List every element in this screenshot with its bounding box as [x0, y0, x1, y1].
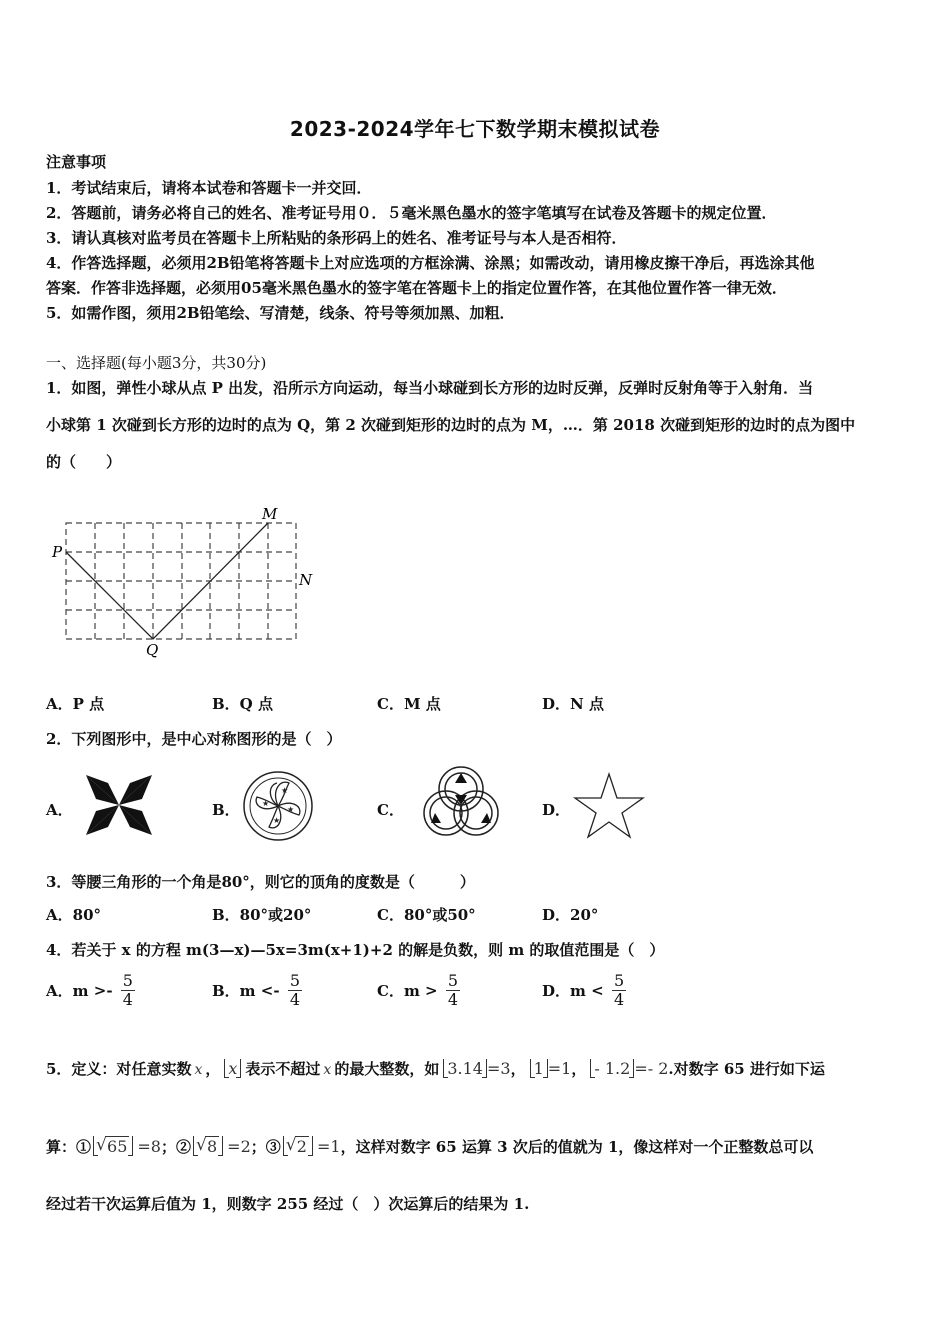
q5-line1: 5．定义：对任意实数 x ， x 表示不超过 x 的最大整数，如 3.14 =3， 1 =1， - 1.2 =- 2.对数字 65 进行如下运: [46, 1059, 825, 1078]
q4-b-op: <-: [260, 981, 280, 1000]
q5-line3: 经过若干次运算后值为 1，则数字 255 经过（ ）次运算后的结果为 1.: [46, 1195, 530, 1213]
q4-option-a[interactable]: [46, 972, 135, 1009]
notice-item: 3．请认真核对监考员在答题卡上所粘贴的条形码上的姓名、准考证号与本人是否相符．: [46, 229, 627, 247]
q2-option-b[interactable]: B．: [212, 801, 240, 819]
bauhinia-emblem: [241, 769, 315, 843]
floor-sqrt-8: √ 8: [193, 1136, 223, 1156]
q3-option-b[interactable]: B．80°或20°: [212, 906, 312, 924]
label-p: P: [52, 543, 63, 561]
notice-item: 4．作答选择题，必须用2B铅笔将答题卡上对应选项的方框涂满、涂黑；如需改动，请用橡皮擦干净后，再选涂其他: [46, 254, 815, 272]
q3-option-d[interactable]: D．20°: [542, 906, 599, 924]
q1-option-d[interactable]: D．N 点: [542, 695, 604, 713]
notice-item: 5．如需作图，须用2B铅笔绘、写清楚，线条、符号等须加黑、加粗．: [46, 304, 515, 322]
star-shape: [572, 771, 646, 839]
floor-sqrt-2: √ 2: [283, 1136, 313, 1156]
q4-c-op: >: [425, 981, 438, 1000]
label-n: N: [299, 571, 313, 589]
notice-item: 2．答题前，请务必将自己的姓名、准考证号用０．５毫米黑色墨水的签字笔填写在试卷及答题卡的规定位置．: [46, 204, 777, 222]
q1-stem-line3: 的（ ）: [46, 453, 122, 471]
q1-option-b[interactable]: B．Q 点: [212, 695, 273, 713]
q4-d-label: D．m: [542, 982, 586, 1000]
section-heading: 一、选择题(每小题3分，共30分): [46, 354, 267, 372]
notice-item: 1．考试结束后，请将本试卷和答题卡一并交回．: [46, 179, 372, 197]
q2-option-a[interactable]: A．: [46, 801, 73, 819]
q3-stem: 3．等腰三角形的一个角是80°，则它的顶角的度数是（ ）: [46, 873, 475, 891]
q4-a-fraction: $\frac{5}{4}$: [122, 971, 133, 1009]
q2-option-c[interactable]: C．: [377, 801, 404, 819]
q1-stem-line1: 1．如图，弹性小球从点 P 出发，沿所示方向运动，每当小球碰到长方形的边时反弹，反弹时反射角等于入射角．当: [46, 379, 814, 397]
svg-text:★: ★: [262, 799, 270, 808]
q4-option-b[interactable]: [212, 972, 302, 1009]
page-title: 2023-2024学年七下数学期末模拟试卷: [289, 117, 661, 141]
q4-option-d[interactable]: [542, 972, 626, 1009]
q5-line2: 算：①√ 65 =8；②√ 8 =2；③√ 2 =1，这样对数字 65 运算 3 次后的值就为 1，像这样对一个正整数总可以: [46, 1136, 813, 1157]
q1-option-a[interactable]: A．P 点: [46, 695, 105, 713]
svg-text:★: ★: [273, 816, 281, 825]
q4-stem: 4．若关于 x 的方程 m(3—x)—5x=3m(x+1)+2 的解是负数，则 m 的取值范围是（ ）: [46, 941, 665, 959]
q1-figure: [44, 500, 334, 660]
q4-b-fraction: $\frac{5}{4}$: [289, 971, 301, 1009]
notice-heading: 注意事项: [46, 153, 107, 171]
q4-a-label: A．m: [46, 982, 89, 1000]
triquetra-shape: [415, 763, 507, 837]
q1-stem-line2: 小球第 1 次碰到长方形的边时的点为 Q，第 2 次碰到矩形的边时的点为 M，…．第 2018 次碰到矩形的边时的点为图中: [46, 416, 856, 434]
q2-stem: 2．下列图形中，是中心对称图形的是（ ）: [46, 730, 342, 748]
q2-option-d[interactable]: D．: [542, 801, 571, 819]
q4-d-op: <: [591, 981, 604, 1000]
floor-expr-1: 3.14: [443, 1059, 487, 1078]
q1-option-c[interactable]: C．M 点: [377, 695, 441, 713]
q4-c-label: C．m: [377, 982, 420, 1000]
notice-item: 答案．作答非选择题，必须用05毫米黑色墨水的签字笔在答题卡上的指定位置作答，在其他位置作答一律无效．: [46, 279, 787, 297]
label-m: M: [262, 505, 278, 523]
floor-expr-2: 1: [530, 1059, 548, 1078]
q4-option-c[interactable]: [377, 972, 460, 1009]
q3-option-c[interactable]: C．80°或50°: [377, 906, 476, 924]
svg-text:★: ★: [287, 805, 295, 814]
label-q: Q: [146, 641, 159, 659]
q4-d-fraction: $\frac{5}{4}$: [613, 971, 625, 1009]
floor-x: x: [224, 1059, 241, 1078]
floor-expr-3: - 1.2: [590, 1059, 634, 1078]
q4-c-fraction: $\frac{5}{4}$: [447, 971, 459, 1009]
q4-b-label: B．m: [212, 982, 256, 1000]
q4-a-op: >-: [93, 981, 113, 1000]
pinwheel-shape: [84, 773, 154, 837]
floor-sqrt-65: √ 65: [93, 1136, 133, 1156]
q3-option-a[interactable]: A．80°: [46, 906, 102, 924]
svg-text:★: ★: [281, 786, 289, 795]
